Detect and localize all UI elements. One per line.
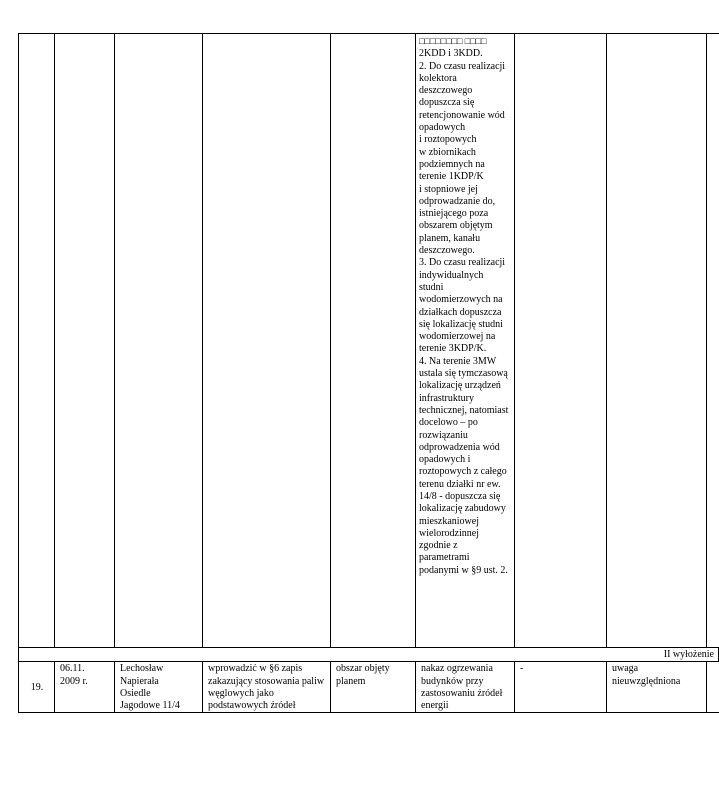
garbled-text: □□□□□□□□ □□□□	[419, 36, 487, 46]
cell-area	[331, 34, 416, 648]
cell-number	[19, 34, 55, 648]
row-number: 19.	[19, 662, 55, 713]
remarks-table	[18, 33, 719, 713]
row-author: Lechosław Napierała Osiedle Jagodowe 11/4	[115, 662, 203, 713]
row-plan-provision: nakaz ogrzewania budynków przy zastosowaniu źródeł energii	[416, 662, 515, 713]
cell-request	[203, 34, 331, 648]
row-decision: -	[515, 662, 607, 713]
row-outcome: uwaga nieuwzględniona	[607, 662, 707, 713]
table-row	[19, 662, 719, 713]
row-request: wprowadzić w §6 zapis zakazujący stosowania paliw węglowych jako podstawowych źródeł	[203, 662, 331, 713]
cell-author	[115, 34, 203, 648]
row-date: 06.11. 2009 r.	[55, 662, 115, 713]
cell-outcome	[607, 34, 707, 648]
row-extra	[707, 662, 719, 713]
cell-decision	[515, 34, 607, 648]
section-header-row	[19, 648, 719, 662]
cell-extra	[707, 34, 719, 648]
plan-provision-text: 2KDD i 3KDD. 2. Do czasu realizacji kolektora deszczowego dopuszcza się retencjonowanie wód opadowych i roztopowych w zbiornikach podziemnych na terenie 1KDP/K i stopniowe jej odprowadzanie do, istniejącego poza obszarem objętym planem, kanału deszczowego. 3. Do czasu realizacji indywidualnych studni wodomierzowych na działkach dopuszcza się lokalizację studni wodomierzowej na terenie 3KDP/K. 4. Na terenie 3MW ustala się tymczasową lokalizację urządzeń infrastruktury technicznej, natomiast docelowo – po rozwiązaniu odprowadzenia wód opadowych i roztopowych z całego terenu działki nr ew. 14/8 - dopuszcza się lokalizację zabudowy mieszkaniowej wielorodzinnej zgodnie z parametrami podanymi w §9 ust. 2.	[419, 48, 509, 576]
continuation-row	[19, 34, 719, 648]
cell-plan-provision	[416, 34, 515, 648]
cell-date	[55, 34, 115, 648]
section-header: II wyłożenie	[19, 648, 719, 662]
row-area: obszar objęty planem	[331, 662, 416, 713]
